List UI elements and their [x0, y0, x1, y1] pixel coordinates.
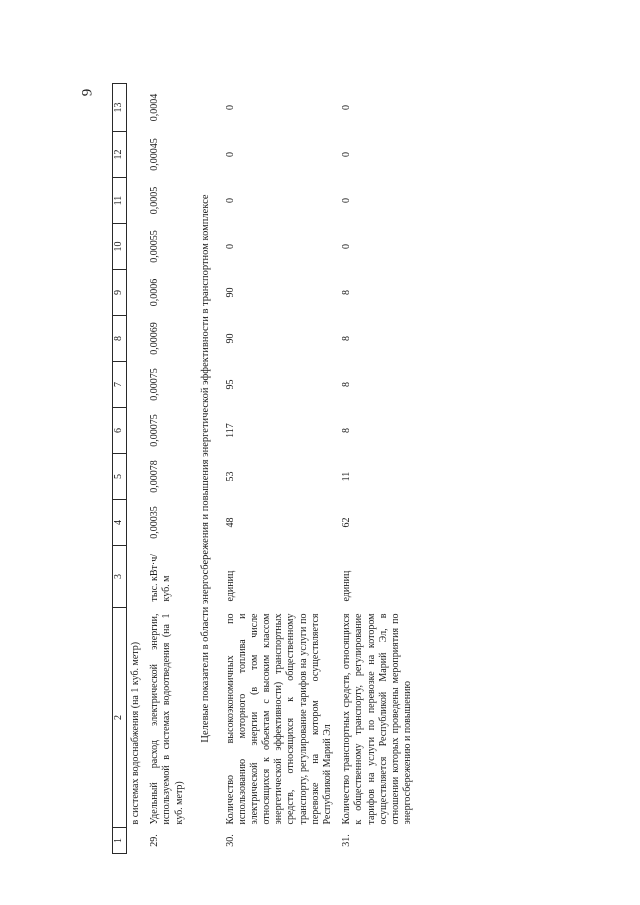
page-number: 9: [79, 88, 96, 97]
row-value: 8: [341, 382, 353, 387]
row-value: 0: [341, 105, 353, 110]
indicators-table: [112, 83, 418, 854]
row-value: [127, 178, 147, 224]
column-number-header: 11: [113, 178, 127, 224]
row-value: 48: [224, 517, 236, 528]
column-number-header: 2: [113, 608, 127, 828]
row-value: [127, 132, 147, 178]
column-number-header: 4: [113, 500, 127, 546]
row-unit: [127, 546, 147, 608]
column-number-header: 13: [113, 84, 127, 132]
row-value: [127, 500, 147, 546]
row-value: 0: [224, 244, 236, 249]
row-value: [127, 316, 147, 362]
row-value: 0: [341, 244, 353, 249]
table-row: [146, 84, 190, 854]
row-value: [127, 408, 147, 454]
column-number-header: 5: [113, 454, 127, 500]
row-value: 0: [341, 198, 353, 203]
column-number-header: 8: [113, 316, 127, 362]
row-value: 8: [341, 290, 353, 295]
row-value: 0,0005: [149, 186, 161, 215]
row-number: [127, 828, 147, 854]
row-description: Удельный расход электрической энергии, используемой в системах водоотведения (на 1 куб. метр): [149, 613, 185, 825]
row-value: 11: [341, 471, 353, 482]
row-value: 0,00075: [149, 414, 161, 447]
row-description: Количество транспортных средств, относящихся к общественному транспорту, регулирование тарифов на услуги по перевозке на котором осуществляется Республикой Марий Эл, в отношении которых проведены мероприятия по энергосбережению и повышению: [341, 613, 414, 825]
rotated-page: [112, 84, 532, 854]
row-number: 30.: [224, 834, 236, 847]
row-value: 62: [341, 517, 353, 528]
row-description: Количество высокоэкономичных по использованию моторного топлива и электрической энергии (в том числе относящихся к объектам с высоким классом энергетической эффективности) транспортных средств, относящихся к общественному транспорту, регулирование тарифов на услуги по перевозке на котором осуществляется Республикой Марий Эл: [224, 613, 334, 825]
row-value: 0,00075: [149, 368, 161, 401]
row-value: 95: [224, 379, 236, 390]
row-value: 90: [224, 287, 236, 298]
row-value: 0,00045: [149, 138, 161, 171]
table-row: [127, 84, 147, 854]
row-value: 0,0006: [149, 278, 161, 307]
row-value: 8: [341, 336, 353, 341]
row-value: 117: [224, 423, 236, 438]
row-value: 0: [224, 105, 236, 110]
row-unit: единиц: [224, 570, 236, 602]
row-value: 0: [341, 152, 353, 157]
column-number-header-row: [113, 84, 127, 854]
row-value: 0,00078: [149, 460, 161, 493]
row-number: 29.: [149, 834, 161, 847]
row-value: [127, 270, 147, 316]
row-value: 0,00069: [149, 322, 161, 355]
row-value: [127, 224, 147, 270]
row-number: 31.: [341, 834, 353, 847]
column-number-header: 6: [113, 408, 127, 454]
row-value: 0,00035: [149, 506, 161, 539]
table-row: [222, 84, 339, 854]
row-unit: тыс. кВт·ч/ куб. м: [149, 553, 173, 602]
column-number-header: 3: [113, 546, 127, 608]
column-number-header: 7: [113, 362, 127, 408]
section-title: Целевые показатели в области энергосбережения и повышения энергетической эффективности в транспортном комплексе: [199, 194, 211, 743]
row-description: в системах водоснабжения (на 1 куб. метр): [130, 641, 141, 825]
column-number-header: 10: [113, 224, 127, 270]
row-value: [127, 84, 147, 132]
row-value: 53: [224, 471, 236, 482]
column-number-header: 9: [113, 270, 127, 316]
column-number-header: 12: [113, 132, 127, 178]
row-value: 8: [341, 428, 353, 433]
row-value: 0: [224, 198, 236, 203]
row-unit: единиц: [341, 570, 353, 602]
section-row: [190, 84, 222, 854]
column-number-header: 1: [113, 828, 127, 854]
row-value: 90: [224, 333, 236, 344]
row-value: 0,00055: [149, 230, 161, 263]
row-value: [127, 454, 147, 500]
row-value: [127, 362, 147, 408]
row-value: 0: [224, 152, 236, 157]
row-value: 0,0004: [149, 93, 161, 122]
table-row: [338, 84, 418, 854]
